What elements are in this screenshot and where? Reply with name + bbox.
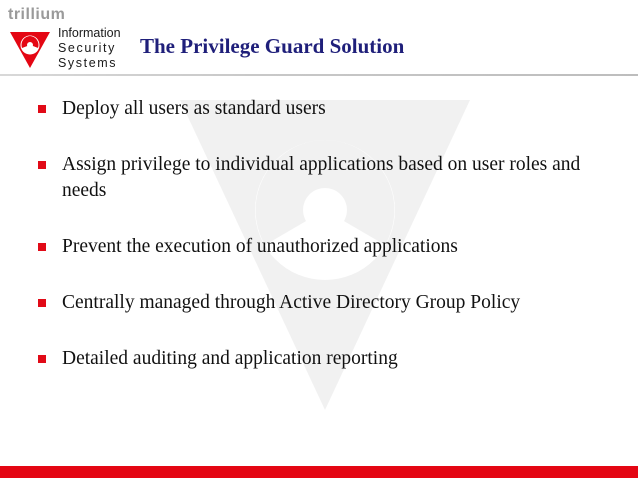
bullet-item (38, 96, 608, 122)
logo-brand-word: trillium (8, 6, 66, 23)
bullet-item (38, 290, 608, 316)
bullet-list (38, 96, 608, 402)
bullet-item (38, 152, 608, 204)
trillium-emblem-icon (8, 28, 52, 70)
bullet-text: Prevent the execution of unauthorized applications (62, 236, 458, 257)
header-divider (0, 74, 638, 76)
bullet-text: Centrally managed through Active Directory Group Policy (62, 292, 521, 313)
bullet-marker-icon (38, 161, 46, 169)
bullet-item (38, 346, 608, 372)
logo-line-information: Information (58, 26, 121, 40)
footer-accent-bar (0, 466, 638, 478)
bullet-marker-icon (38, 355, 46, 363)
company-logo (6, 6, 130, 72)
bullet-text: Deploy all users as standard users (62, 98, 326, 119)
bullet-marker-icon (38, 299, 46, 307)
bullet-item (38, 234, 608, 260)
slide-title: The Privilege Guard Solution (140, 34, 405, 58)
bullet-text: Assign privilege to individual applications based on user roles and needs (62, 154, 581, 201)
logo-line-systems: Systems (58, 56, 118, 70)
bullet-text: Detailed auditing and application reporting (62, 348, 398, 369)
bullet-marker-icon (38, 105, 46, 113)
logo-line-security: Security (58, 41, 116, 55)
bullet-marker-icon (38, 243, 46, 251)
slide-header (0, 0, 638, 76)
